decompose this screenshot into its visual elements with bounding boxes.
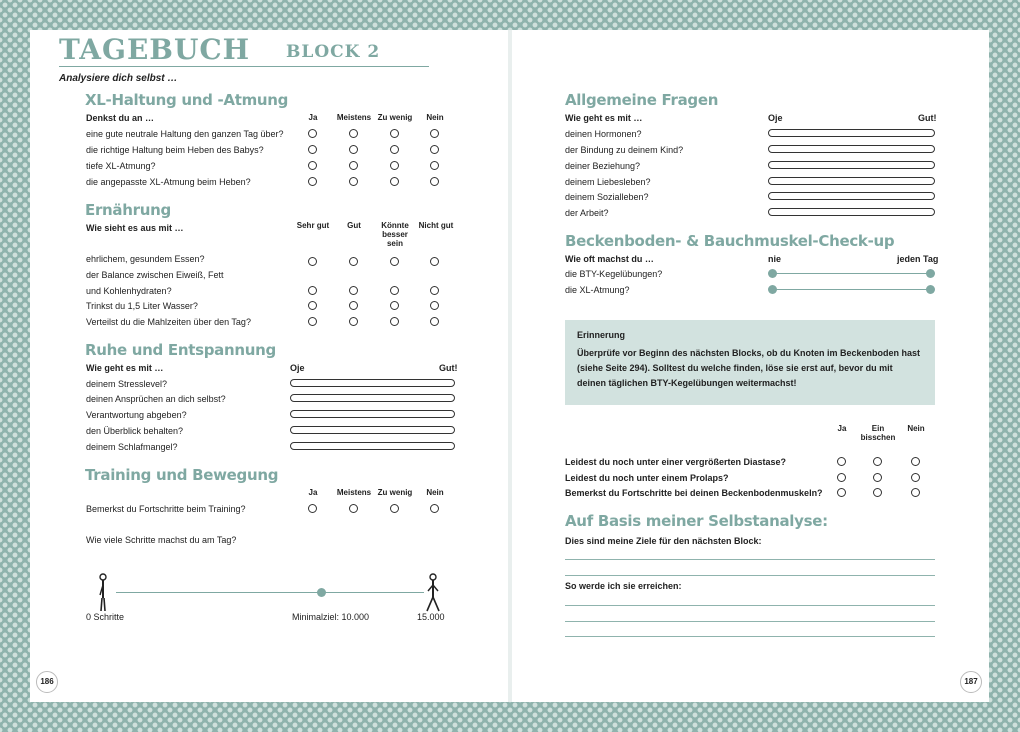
rest-prompt: Wie geht es mit …	[86, 363, 164, 373]
standing-figure-icon	[96, 573, 110, 613]
xl-prompt: Denkst du an …	[86, 113, 155, 123]
title-divider	[59, 66, 429, 67]
radio-option[interactable]	[349, 317, 358, 326]
nutrition-question: und Kohlenhydraten?	[86, 286, 172, 296]
check-question: Bemerkst du Fortschritte bei deinen Beckenbodenmuskeln?	[565, 488, 823, 498]
frequency-track[interactable]	[775, 273, 930, 274]
radio-option[interactable]	[308, 145, 317, 154]
radio-option[interactable]	[837, 457, 846, 466]
rating-bar[interactable]	[768, 129, 935, 137]
radio-option[interactable]	[873, 488, 882, 497]
check-col-ja: Ja	[837, 424, 847, 433]
pelvic-question: die BTY-Kegelübungen?	[565, 269, 663, 279]
nutrition-col-besser: Könnte besser sein	[381, 221, 409, 248]
scale-end-dot	[926, 285, 935, 294]
radio-option[interactable]	[430, 161, 439, 170]
steps-goal-label: Minimalziel: 10.000	[292, 612, 370, 622]
radio-option[interactable]	[308, 504, 317, 513]
general-question: deiner Beziehung?	[565, 161, 641, 171]
goals-writing-line[interactable]	[565, 575, 935, 576]
check-question: Leidest du noch unter einer vergrößerten Diastase?	[565, 457, 787, 467]
training-col-nein: Nein	[426, 488, 444, 497]
training-question: Bemerkst du Fortschritte beim Training?	[86, 504, 246, 514]
general-scale-high: Gut!	[918, 113, 937, 123]
radio-option[interactable]	[308, 177, 317, 186]
general-prompt: Wie geht es mit …	[565, 113, 643, 123]
rating-bar[interactable]	[290, 426, 455, 434]
xl-question: die angepasste XL-Atmung beim Heben?	[86, 177, 251, 187]
steps-question: Wie viele Schritte machst du am Tag?	[86, 535, 237, 545]
rest-question: deinen Ansprüchen an dich selbst?	[86, 394, 226, 404]
section-title-pelvic: Beckenboden- & Bauchmuskel-Check-up	[565, 232, 895, 250]
radio-option[interactable]	[873, 457, 882, 466]
general-question: deinem Sozialleben?	[565, 192, 649, 202]
rest-question: Verantwortung abgeben?	[86, 410, 187, 420]
radio-option[interactable]	[349, 177, 358, 186]
nutrition-prompt: Wie sieht es aus mit …	[86, 223, 184, 233]
steps-min-label: 0 Schritte	[86, 612, 125, 622]
radio-option[interactable]	[837, 473, 846, 482]
pelvic-scale-low: nie	[768, 254, 782, 264]
general-question: der Bindung zu deinem Kind?	[565, 145, 684, 155]
radio-option[interactable]	[430, 177, 439, 186]
how-writing-line[interactable]	[565, 605, 935, 606]
right-page	[512, 30, 989, 702]
radio-option[interactable]	[349, 145, 358, 154]
goals-writing-line[interactable]	[565, 559, 935, 560]
training-col-meistens: Meistens	[336, 488, 372, 497]
radio-option[interactable]	[349, 161, 358, 170]
radio-option[interactable]	[911, 488, 920, 497]
rating-bar[interactable]	[290, 379, 455, 387]
nutrition-col-nichtgut: Nicht gut	[418, 221, 454, 230]
radio-option[interactable]	[430, 504, 439, 513]
radio-option[interactable]	[390, 145, 399, 154]
section-title-goals: Auf Basis meiner Selbstanalyse:	[565, 512, 828, 530]
general-question: deinem Liebesleben?	[565, 177, 651, 187]
scale-end-dot	[926, 269, 935, 278]
training-col-ja: Ja	[308, 488, 318, 497]
radio-option[interactable]	[430, 317, 439, 326]
nutrition-question: Trinkst du 1,5 Liter Wasser?	[86, 301, 198, 311]
radio-option[interactable]	[308, 161, 317, 170]
rest-question: den Überblick behalten?	[86, 426, 184, 436]
radio-option[interactable]	[430, 145, 439, 154]
xl-col-meistens: Meistens	[336, 113, 372, 122]
rating-bar[interactable]	[290, 394, 455, 402]
general-question: der Arbeit?	[565, 208, 609, 218]
page-subtitle: Analysiere dich selbst …	[59, 73, 178, 84]
radio-option[interactable]	[349, 504, 358, 513]
pelvic-scale-high: jeden Tag	[897, 254, 939, 264]
section-title-nutrition: Ernährung	[85, 201, 171, 219]
radio-option[interactable]	[911, 473, 920, 482]
radio-option[interactable]	[349, 129, 358, 138]
radio-option[interactable]	[390, 317, 399, 326]
rest-question: deinem Stresslevel?	[86, 379, 168, 389]
radio-option[interactable]	[430, 301, 439, 310]
pelvic-question: die XL-Atmung?	[565, 285, 630, 295]
check-col-bisschen: Ein bisschen	[860, 424, 896, 442]
radio-option[interactable]	[390, 161, 399, 170]
radio-option[interactable]	[308, 129, 317, 138]
radio-option[interactable]	[349, 257, 358, 266]
radio-option[interactable]	[308, 257, 317, 266]
radio-option[interactable]	[911, 457, 920, 466]
radio-option[interactable]	[873, 473, 882, 482]
xl-col-nein: Nein	[426, 113, 444, 122]
reminder-title: Erinnerung	[577, 330, 626, 340]
radio-option[interactable]	[349, 301, 358, 310]
nutrition-question: ehrlichem, gesundem Essen?	[86, 254, 205, 264]
page-title: TAGEBUCH	[59, 33, 251, 66]
nutrition-col-sehrgut: Sehr gut	[296, 221, 330, 230]
xl-col-ja: Ja	[308, 113, 318, 122]
radio-option[interactable]	[390, 504, 399, 513]
general-question: deinen Hormonen?	[565, 129, 642, 139]
xl-question: tiefe XL-Atmung?	[86, 161, 156, 171]
reminder-body: Überprüfe vor Beginn des nächsten Blocks, ob du Knoten im Beckenboden hast (siehe Seite 294). Solltest du welche finden, löse sie erst auf, bevor du mit deinen täglichen BTY-Kegelübungen weitermachst!	[577, 348, 921, 388]
radio-option[interactable]	[430, 286, 439, 295]
radio-option[interactable]	[390, 286, 399, 295]
training-col-zuwenig: Zu wenig	[377, 488, 413, 497]
check-question: Leidest du noch unter einem Prolaps?	[565, 473, 729, 483]
radio-option[interactable]	[837, 488, 846, 497]
nutrition-col-gut: Gut	[347, 221, 361, 230]
rating-bar[interactable]	[768, 145, 935, 153]
rest-scale-low: Oje	[290, 363, 305, 373]
how-label: So werde ich sie erreichen:	[565, 581, 682, 591]
section-title-general: Allgemeine Fragen	[565, 91, 719, 109]
radio-option[interactable]	[390, 257, 399, 266]
goals-label: Dies sind meine Ziele für den nächsten Block:	[565, 536, 762, 546]
rest-question: deinem Schlafmangel?	[86, 442, 178, 452]
frequency-track[interactable]	[775, 289, 930, 290]
pelvic-prompt: Wie oft machst du …	[565, 254, 654, 264]
section-title-rest: Ruhe und Entspannung	[85, 341, 276, 359]
walking-figure-icon	[424, 573, 442, 613]
xl-question: die richtige Haltung beim Heben des Babys?	[86, 145, 264, 155]
section-title-training: Training und Bewegung	[85, 466, 279, 484]
general-scale-low: Oje	[768, 113, 783, 123]
block-title: BLOCK 2	[286, 42, 381, 62]
rating-bar[interactable]	[768, 192, 935, 200]
rating-bar[interactable]	[768, 177, 935, 185]
reminder-box	[565, 320, 935, 405]
check-col-nein: Nein	[907, 424, 925, 433]
left-page	[30, 30, 508, 702]
steps-max-label: 15.000	[417, 612, 445, 622]
section-title-xl: XL-Haltung und -Atmung	[85, 91, 289, 109]
rest-scale-high: Gut!	[439, 363, 458, 373]
how-writing-line[interactable]	[565, 621, 935, 622]
radio-option[interactable]	[308, 317, 317, 326]
page-number: 187	[960, 671, 982, 693]
rating-bar[interactable]	[768, 161, 935, 169]
radio-option[interactable]	[390, 129, 399, 138]
steps-goal-marker[interactable]	[317, 588, 326, 597]
rating-bar[interactable]	[290, 442, 455, 450]
radio-option[interactable]	[430, 129, 439, 138]
page-number: 186	[36, 671, 58, 693]
rating-bar[interactable]	[290, 410, 455, 418]
radio-option[interactable]	[308, 301, 317, 310]
xl-question: eine gute neutrale Haltung den ganzen Tag über?	[86, 129, 284, 139]
rating-bar[interactable]	[768, 208, 935, 216]
steps-track	[116, 592, 424, 593]
radio-option[interactable]	[390, 177, 399, 186]
radio-option[interactable]	[430, 257, 439, 266]
xl-col-zuwenig: Zu wenig	[377, 113, 413, 122]
nutrition-question: der Balance zwischen Eiweiß, Fett	[86, 270, 224, 280]
nutrition-question: Verteilst du die Mahlzeiten über den Tag?	[86, 317, 251, 327]
radio-option[interactable]	[349, 286, 358, 295]
how-writing-line[interactable]	[565, 636, 935, 637]
radio-option[interactable]	[390, 301, 399, 310]
radio-option[interactable]	[308, 286, 317, 295]
